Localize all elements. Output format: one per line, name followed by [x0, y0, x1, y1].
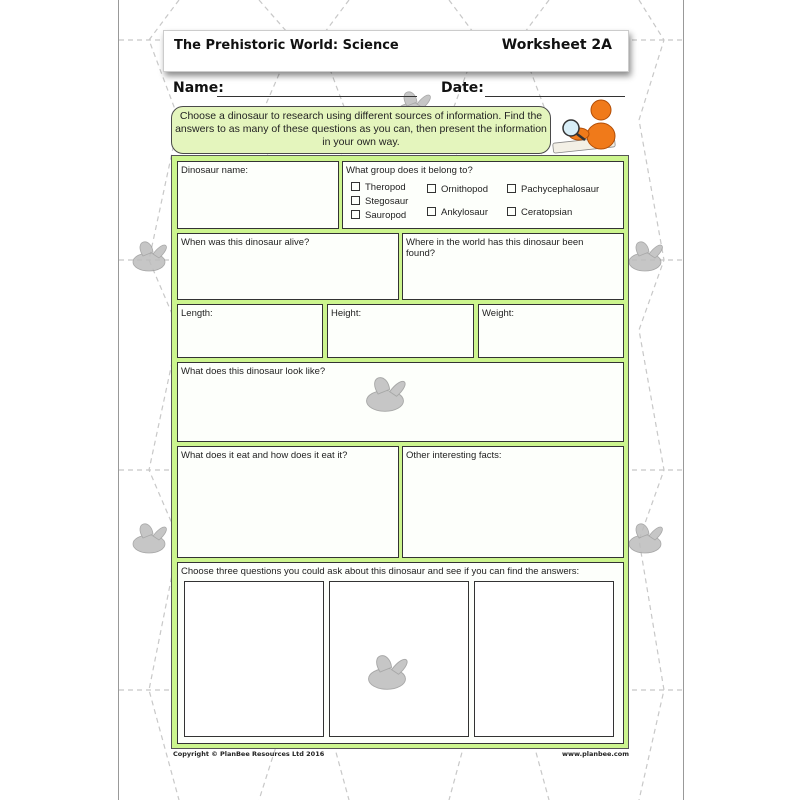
dinosaur-name-box[interactable] — [177, 161, 339, 229]
option-sauropod[interactable]: Sauropod — [351, 210, 406, 221]
question-answer-box-3[interactable] — [474, 581, 614, 737]
question-answer-box-1[interactable] — [184, 581, 324, 737]
copyright-text: Copyright © PlanBee Resources Ltd 2016 — [173, 750, 325, 758]
header-card — [163, 30, 629, 72]
name-field-line[interactable] — [217, 96, 417, 97]
checkbox-icon — [351, 210, 360, 219]
where-found-box[interactable] — [402, 233, 624, 300]
eat-box[interactable] — [177, 446, 399, 558]
other-facts-label: Other interesting facts: — [406, 450, 502, 461]
dinosaur-name-label: Dinosaur name: — [181, 165, 249, 176]
checkbox-icon — [507, 184, 516, 193]
worksheet-title: The Prehistoric World: Science — [174, 38, 399, 53]
weight-label: Weight: — [482, 308, 515, 319]
mosquito-icon — [355, 370, 415, 418]
where-found-label: Where in the world has this dinosaur been found? — [406, 237, 584, 259]
length-label: Length: — [181, 308, 213, 319]
name-label: Name: — [173, 80, 224, 96]
checkbox-icon — [427, 207, 436, 216]
mosquito-icon — [123, 518, 175, 558]
eat-label: What does it eat and how does it eat it? — [181, 450, 348, 461]
option-theropod[interactable]: Theropod — [351, 182, 406, 193]
checkbox-icon — [507, 207, 516, 216]
option-stegosaur[interactable]: Stegosaur — [351, 196, 408, 207]
instructions-bubble: Choose a dinosaur to research using different sources of information. Find the answers to as many of these questions as you can, then present the information in your own way. — [171, 106, 551, 154]
group-question-label: What group does it belong to? — [346, 165, 473, 176]
height-label: Height: — [331, 308, 362, 319]
mascot-magnifier-icon — [549, 96, 627, 160]
questions-label: Choose three questions you could ask about this dinosaur and see if you can find the answers: — [181, 566, 580, 577]
option-ornithopod[interactable]: Ornithopod — [427, 184, 488, 195]
checkbox-icon — [351, 196, 360, 205]
weight-box[interactable] — [478, 304, 624, 358]
worksheet-number: Worksheet 2A — [501, 37, 612, 53]
when-alive-label: When was this dinosaur alive? — [181, 237, 310, 248]
group-box — [342, 161, 624, 229]
checkbox-icon — [351, 182, 360, 191]
height-box[interactable] — [327, 304, 474, 358]
mosquito-icon — [357, 648, 417, 696]
option-pachycephalosaur[interactable]: Pachycephalosaur — [507, 184, 599, 195]
option-ankylosaur[interactable]: Ankylosaur — [427, 207, 488, 218]
when-alive-box[interactable] — [177, 233, 399, 300]
website-link[interactable]: www.planbee.com — [562, 750, 629, 758]
date-label: Date: — [441, 80, 484, 96]
worksheet-page — [118, 0, 684, 800]
length-box[interactable] — [177, 304, 323, 358]
mosquito-icon — [123, 236, 175, 276]
other-facts-box[interactable] — [402, 446, 624, 558]
look-like-label: What does this dinosaur look like? — [181, 366, 326, 377]
option-ceratopsian[interactable]: Ceratopsian — [507, 207, 572, 218]
checkbox-icon — [427, 184, 436, 193]
